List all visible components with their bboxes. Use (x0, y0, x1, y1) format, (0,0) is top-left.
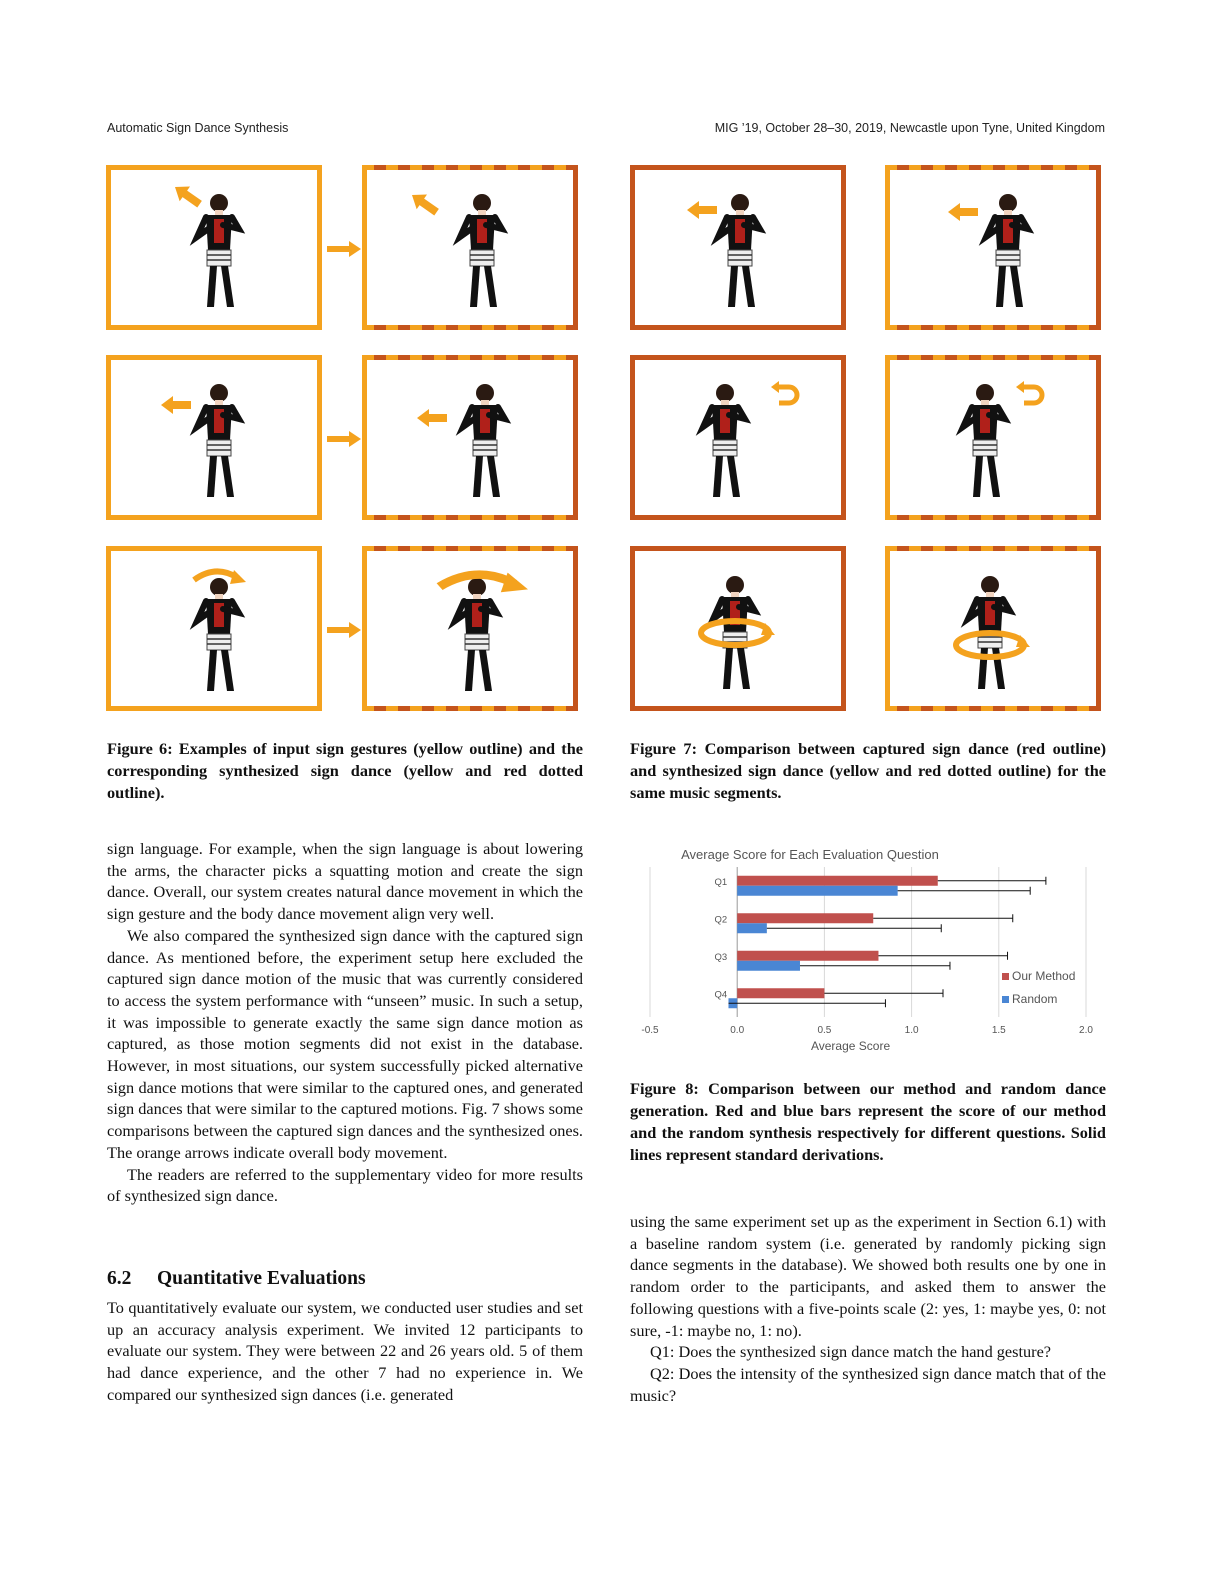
chart-legend-label: Our Method (1012, 969, 1076, 983)
fig6-connector-arrow-2 (327, 431, 363, 447)
fig7-synthesized-dance-1 (885, 165, 1101, 330)
figure7-caption: Figure 7: Comparison between captured sign dance (red outline) and synthesized sign dance (yellow and red dotted outline) for the same music segments. (630, 739, 1106, 802)
paragraph: To quantitatively evaluate our system, we conducted user studies and set up an accuracy analysis experiment. We invited 12 participants to evaluate our system. They were between 22 and 26 years old. 5 of them had dance experience, and the other 7 had no experience in. We compared our synthesized sign dances (i.e. generated (107, 1298, 583, 1404)
chart-tick-label: 0.0 (730, 1025, 745, 1036)
left-column-body-2 (107, 1297, 583, 1406)
chart-category-label: Q3 (714, 951, 728, 963)
figure8-caption: Figure 8: Comparison between our method and random dance generation. Red and blue bars represent the score of our method and the random synthesis respectively for different questions. Solid lines represent standard derivations. (630, 1079, 1106, 1164)
chart-category-label: Q2 (714, 914, 728, 926)
paragraph: sign language. For example, when the sign language is about lowering the arms, the character picks a squatting motion and create the sign dance. Overall, our system creates natural dance movement in which the sign gesture and the body dance movement align very well. (107, 839, 583, 924)
chart-legend-swatch (1002, 973, 1009, 980)
question-2: Q2: Does the intensity of the synthesized sign dance match that of the music? (630, 1363, 1106, 1405)
chart-x-axis-label: Average Score (810, 1039, 891, 1053)
chart-category-label: Q1 (714, 876, 728, 888)
chart-tick-label: 0.5 (817, 1025, 832, 1036)
running-header-left: Automatic Sign Dance Synthesis (107, 121, 289, 135)
chart-category-label: Q4 (714, 989, 728, 1001)
figure6-caption: Figure 6: Examples of input sign gestures (yellow outline) and the corresponding synthesized sign dance (yellow and red dotted outline). (107, 739, 583, 802)
chart-bar-our-method (737, 876, 938, 886)
fig6-synthesized-dance-2 (362, 355, 578, 520)
chart-bar-random (737, 923, 767, 933)
chart-bar-our-method (737, 951, 878, 961)
section-title: Quantitative Evaluations (157, 1268, 366, 1289)
fig7-captured-dance-3 (630, 546, 846, 711)
paragraph: The readers are referred to the supplementary video for more results of synthesized sign dance. (107, 1164, 583, 1206)
fig6-input-gesture-2 (106, 355, 322, 520)
fig6-synthesized-dance-1 (362, 165, 578, 330)
paragraph: using the same experiment set up as the experiment in Section 6.1) with a baseline random system (i.e. generated by randomly picking sign dance segments in the database). We showed both results one by one in random order to the participants, and asked them to answer the following questions with a five-points scale (2: yes, 1: maybe yes, 0: not sure, -1: maybe no, 1: no). (630, 1212, 1106, 1340)
running-header-right: MIG ’19, October 28–30, 2019, Newcastle upon Tyne, United Kingdom (714, 121, 1105, 135)
right-column-body (630, 1211, 1106, 1406)
chart-tick-label: 1.0 (904, 1025, 919, 1036)
fig6-connector-arrow-1 (327, 241, 363, 257)
fig6-input-gesture-1 (106, 165, 322, 330)
fig6-connector-arrow-3 (327, 622, 363, 638)
chart-tick-label: 2.0 (1079, 1025, 1093, 1036)
section-number: 6.2 (107, 1268, 132, 1289)
question-1: Q1: Does the synthesized sign dance match the hand gesture? (650, 1342, 1052, 1362)
chart-legend-label: Random (1012, 992, 1058, 1006)
fig7-captured-dance-1 (630, 165, 846, 330)
chart-tick-label: 1.5 (991, 1025, 1006, 1036)
chart-bar-random (737, 886, 897, 896)
fig6-input-gesture-3 (106, 546, 322, 711)
fig6-synthesized-dance-3 (362, 546, 578, 711)
section-heading (107, 1268, 366, 1290)
figure8-bar-chart (630, 842, 1106, 1058)
paragraph: We also compared the synthesized sign dance with the captured sign dance. As mentioned before, the experiment setup here excluded the captured sign dance motion of the music that was currently considered to access the system performance with “unseen” music. In such a setup, it was impossible to generate exactly the same sign dance motion as captured, as those motion segments did not exist in the database. However, in most situations, our system successfully picked alternative sign dance motions that were similar to the captured ones, and generated sign dances that were similar to the captured motions. Fig. 7 shows some comparisons between the captured sign dances and the synthesized ones. The orange arrows indicate overall body movement. (107, 925, 583, 1162)
chart-title: Average Score for Each Evaluation Question (681, 847, 939, 862)
chart-bar-our-method (737, 913, 873, 923)
chart-legend-swatch (1002, 996, 1009, 1003)
chart-bar-random (737, 961, 800, 971)
fig7-captured-dance-2 (630, 355, 846, 520)
fig7-synthesized-dance-2 (885, 355, 1101, 520)
fig7-synthesized-dance-3 (885, 546, 1101, 711)
chart-tick-label: -0.5 (641, 1025, 659, 1036)
chart-bar-our-method (737, 988, 824, 998)
left-column-body (107, 838, 583, 1207)
